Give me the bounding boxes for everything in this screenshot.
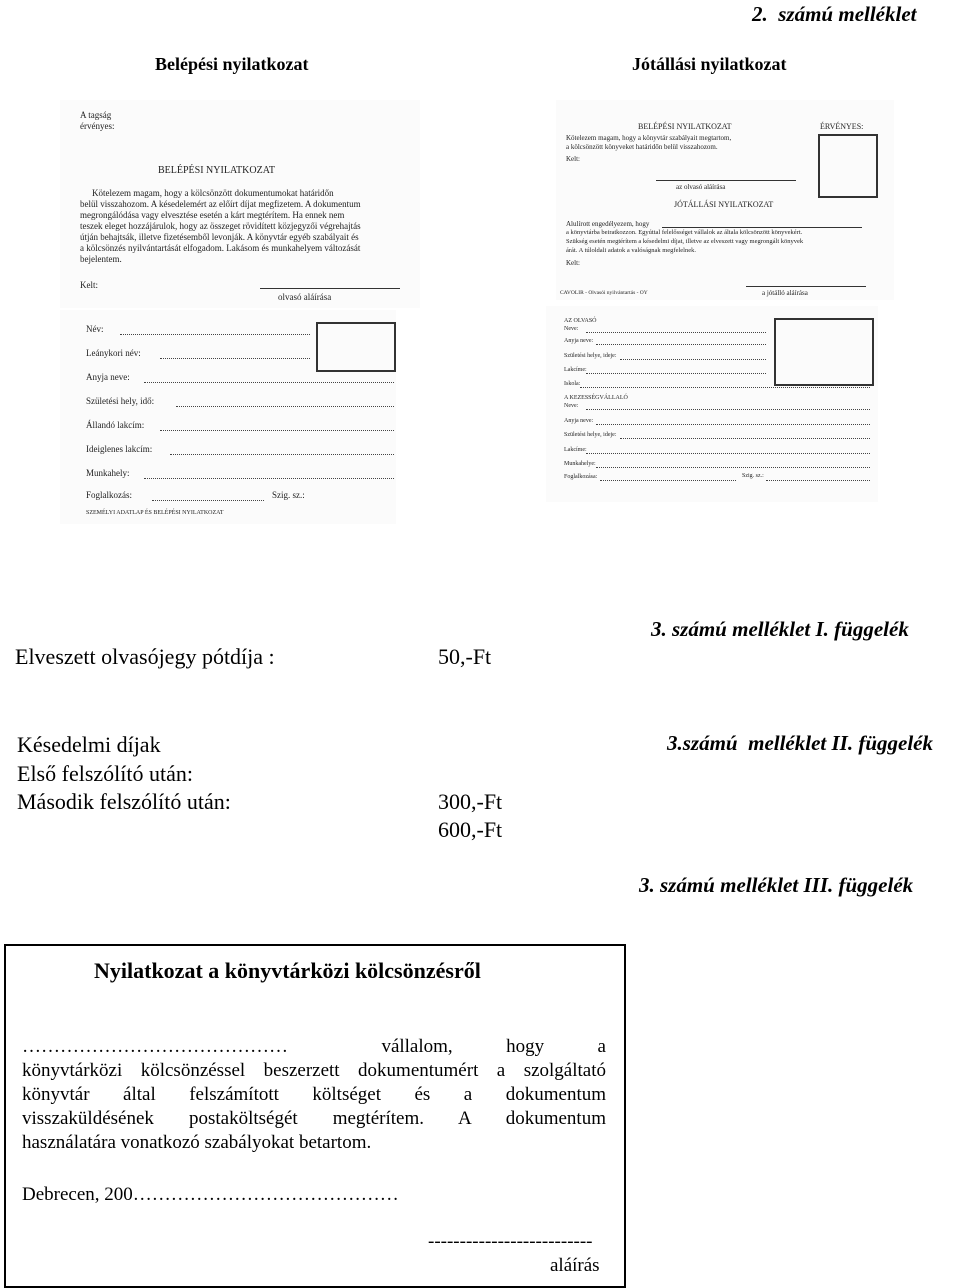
scan-field: Születési helye, ideje:	[564, 353, 617, 359]
annex-2-heading	[752, 2, 917, 27]
scan-id-number: Szig. sz.:	[742, 473, 764, 479]
signature-label: aláírás	[550, 1255, 600, 1276]
second-notice-value: 600,-Ft	[438, 817, 503, 842]
ill-word: hogy	[506, 1036, 545, 1057]
scan-body-line: bejelentem.	[80, 254, 122, 264]
membership-label-2: érvényes:	[80, 121, 115, 131]
scan-guarantor-header: A KEZESSÉGVÁLLALÓ	[564, 395, 628, 401]
scan-field: Név:	[86, 324, 104, 334]
scan-field: Lakcíme:	[564, 367, 587, 373]
name-line	[662, 227, 862, 228]
ill-line-2: könyvtárközi kölcsönzéssel beszerzett dokumentumért a szolgáltató	[22, 1060, 606, 1081]
valid-box	[818, 134, 878, 198]
scan-field: Születési hely, idő:	[86, 396, 155, 406]
scan-field-line	[160, 430, 394, 431]
ill-line-4: visszaküldésének postaköltségét megtérítem. A dokumentum	[22, 1108, 606, 1129]
scan-field: Munkahelye:	[564, 461, 596, 467]
signature-line	[746, 286, 866, 287]
scan-field-line	[144, 382, 394, 383]
scan-field: Anyja neve:	[564, 418, 594, 424]
membership-label-1: A tagság	[80, 110, 112, 120]
annex-number: 2.	[752, 2, 768, 26]
name-blank: ……………………………………	[22, 1036, 288, 1057]
scan-field-line	[152, 500, 264, 501]
scan-body-line: Kötelezem magam, hogy a kölcsönzött dokumentumokat határidőn	[92, 188, 334, 198]
scan-field: Leánykori név:	[86, 348, 141, 358]
scan-field-line	[586, 373, 766, 374]
first-notice-value: 300,-Ft	[438, 789, 503, 814]
ill-title: Nyilatkozat a könyvtárközi kölcsönzésről	[94, 958, 481, 983]
scan-entry-declaration	[60, 100, 420, 308]
scan-field-line	[120, 334, 310, 335]
scan-field: Anyja neve:	[564, 338, 594, 344]
ill-word: a	[597, 1036, 606, 1057]
scan-field-line	[160, 358, 310, 359]
scan-valid-label: ÉRVÉNYES:	[820, 122, 864, 131]
scan-footer-left: CAVOLIR - Olvasói nyilvántartás - OY	[560, 290, 648, 296]
scan-field-line	[620, 359, 766, 360]
signature-dashes: --------------------------	[428, 1231, 593, 1252]
scan-body-line: teszek eleget hozzájárulok, hogy az összeget rövidített közjegyzői végrehajtás	[80, 221, 361, 231]
scan-field-line	[596, 424, 870, 425]
first-notice-label: Első felszólító után:	[17, 761, 193, 786]
ill-word: vállalom,	[381, 1036, 453, 1057]
scan-guarantee-line: Alulírott engedélyezem, hogy	[566, 220, 650, 228]
annex-3-ii-label: 3.számú melléklet II. függelék	[667, 731, 933, 755]
signature-line	[656, 180, 796, 181]
photo-box	[316, 322, 396, 372]
late-fees-title: Késedelmi díjak	[17, 732, 161, 757]
scan-reader-header: AZ OLVASÓ	[564, 318, 597, 324]
scan-guarantee-line: árát. A túloldali adatok a valóságnak megfelelnek.	[566, 247, 696, 254]
scan-field: Foglalkozása:	[564, 474, 598, 480]
lost-card-fee-label: Elveszett olvasójegy pótdíja :	[15, 644, 275, 669]
scan-field: Állandó lakcím:	[86, 420, 145, 430]
scan-field-line	[176, 406, 394, 407]
ill-line-5: használatára vonatkozó szabályokat betartom.	[22, 1132, 372, 1153]
scan-field: Születési helye, ideje:	[564, 432, 617, 438]
lost-card-fee-value: 50,-Ft	[438, 644, 492, 669]
scan-field: Iskola:	[564, 381, 581, 387]
right-section-title: Jótállási nyilatkozat	[632, 54, 787, 74]
scan-field-line	[586, 332, 766, 333]
scan-body-line: a kölcsönzött könyveket határidőn belül visszahozom.	[566, 143, 718, 151]
scan-field: Anyja neve:	[86, 372, 130, 382]
scan-form-title: BELÉPÉSI NYILATKOZAT	[638, 122, 732, 131]
scan-guarantee-declaration	[556, 100, 894, 300]
scan-guarantor-signature: a jótálló aláírása	[762, 289, 808, 297]
scan-field-line	[586, 409, 870, 410]
place-date: Debrecen, 200……………………………………	[22, 1184, 399, 1205]
scan-field-line	[580, 387, 870, 388]
scan-body-line: Kötelezem magam, hogy a könyvtár szabályait megtartom,	[566, 134, 732, 142]
ill-declaration-box	[4, 944, 626, 1288]
scan-guarantee-line: a könyvtárba beiratkozzon. Egyúttal felelősséget vállalok az általa kölcsönzött könyvekért.	[566, 229, 803, 236]
scan-field: Ideiglenes lakcím:	[86, 444, 153, 454]
scan-field-line	[620, 438, 870, 439]
scan-field-line	[586, 453, 870, 454]
scan-signature: olvasó aláírása	[278, 292, 332, 302]
scan-field: Foglalkozás:	[86, 490, 132, 500]
scan-kelt: Kelt:	[80, 280, 98, 290]
scan-field: Lakcíme:	[564, 447, 587, 453]
annex-3-iii-label: 3. számú melléklet III. függelék	[639, 873, 914, 897]
scan-guarantee-title: JÓTÁLLÁSI NYILATKOZAT	[674, 200, 774, 209]
signature-line	[260, 288, 400, 289]
scan-reader-signature: az olvasó aláírása	[676, 183, 726, 191]
scan-field: Neve:	[564, 326, 579, 332]
scan-personal-data	[60, 310, 396, 524]
scan-field-line	[596, 344, 766, 345]
scan-field-line	[170, 454, 394, 455]
ill-line-1	[22, 1036, 606, 1058]
scan-form-title: BELÉPÉSI NYILATKOZAT	[158, 165, 275, 176]
photo-box	[774, 318, 874, 386]
scan-body-line: a kölcsönzés nyilvántartását elfogadom. Lakásom és munkahelyem változását	[80, 243, 361, 253]
scan-field: Munkahely:	[86, 468, 130, 478]
scan-field: Neve:	[564, 403, 579, 409]
annex-label: számú melléklet	[778, 2, 917, 26]
scan-body-line: megrongálódása vagy elvesztése esetén a kárt megtérítem. Ha ennek nem	[80, 210, 345, 220]
scan-kelt: Kelt:	[566, 155, 580, 163]
scan-guarantee-line: Szükség esetén megtérítem a késedelmi díjat, illetve az elveszett vagy megrongált könyvek	[566, 238, 804, 245]
scan-body-line: belül visszahozom. A késedelemért az előírt díjat megfizetem. A dokumentum	[80, 199, 361, 209]
scan-body-line: útján behajtsák, illetve fizetésemből levonják. A könyvtár egyéb szabályait és	[80, 232, 359, 242]
second-notice-label: Második felszólító után:	[17, 789, 231, 814]
scan-reader-guarantor-data	[546, 306, 878, 502]
scan-field-line	[600, 480, 736, 481]
scan-field-line	[766, 480, 870, 481]
scan-kelt: Kelt:	[566, 259, 580, 267]
left-section-title: Belépési nyilatkozat	[155, 54, 309, 74]
scan-field-line	[144, 478, 394, 479]
scan-id-number: Szig. sz.:	[272, 490, 305, 500]
ill-line-3: könyvtár által felszámított költséget és a dokumentum	[22, 1084, 606, 1105]
scan-field-line	[596, 467, 870, 468]
annex-3-i-label: 3. számú melléklet I. függelék	[651, 617, 909, 641]
scan-footer: SZEMÉLYI ADATLAP ÉS BELÉPÉSI NYILATKOZAT	[86, 510, 224, 516]
